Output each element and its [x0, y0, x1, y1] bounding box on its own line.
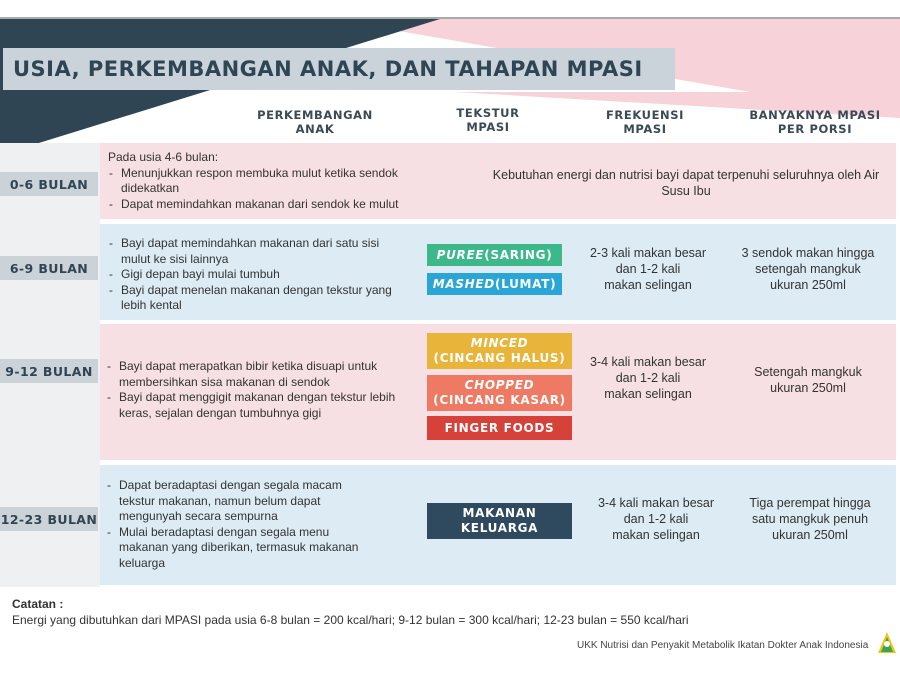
texture-minced-badge: [427, 333, 572, 369]
frequency-9-12: 3-4 kali makan besar dan 1-2 kali makan selingan: [589, 355, 707, 401]
texture-chopped-badge: [427, 375, 572, 411]
texture-sub: MAKANAN KELUARGA: [460, 506, 539, 535]
development-item: - Gigi depan bayi mulai tumbuh: [108, 267, 408, 283]
development-item: - Dapat memindahkan makanan dari sendok ke mulut: [108, 197, 426, 213]
portion-12-23: Tiga perempat hingga satu mangkuk penuh ukuran 250ml: [749, 496, 871, 542]
col-header-perkembangan: PERKEMBANGAN ANAK: [257, 108, 373, 136]
portion-9-12: Setengah mangkuk ukuran 250ml: [754, 365, 862, 395]
development-item: - Bayi dapat memindahkan makanan dari satu sisi mulut ke sisi lainnya: [108, 236, 408, 267]
frequency-12-23: 3-4 kali makan besar dan 1-2 kali makan selingan: [597, 496, 715, 542]
asi-note: Kebutuhan energi dan nutrisi bayi dapat terpenuhi seluruhnya oleh Air Susu Ibu: [492, 168, 880, 198]
notes-title: Catatan :: [12, 597, 64, 611]
texture-sub: (CINCANG KASAR): [433, 393, 566, 407]
texture-sub: (SARING): [484, 247, 553, 262]
texture-sub: (CINCANG HALUS): [433, 351, 566, 365]
notes-body: Energi yang dibutuhkan dari MPASI pada usia 6-8 bulan = 200 kcal/hari; 9-12 bulan = 300 kcal/hari; 12-23 bulan = 550 kcal/hari: [12, 613, 689, 627]
texture-puree-badge: [427, 244, 562, 266]
idai-logo-icon: [877, 631, 897, 655]
texture-sub: FINGER FOODS: [444, 420, 555, 435]
development-12-23: [106, 478, 376, 571]
footer-credit: UKK Nutrisi dan Penyakit Metabolik Ikatan Dokter Anak Indonesia: [577, 640, 869, 651]
texture-main: MASHED: [432, 276, 495, 291]
texture-main: CHOPPED: [464, 378, 535, 392]
texture-sub: (LUMAT): [494, 276, 557, 291]
texture-finger-foods-badge: [427, 416, 572, 440]
texture-main: PUREE: [436, 247, 485, 262]
development-0-6: [108, 150, 426, 212]
development-9-12: [106, 359, 406, 421]
age-label-9-12: 9-12 BULAN: [0, 359, 98, 383]
portion-6-9: 3 sendok makan hingga setengah mangkuk ukuran 250ml: [741, 246, 875, 292]
col-header-banyaknya: BANYAKNYA MPASI PER PORSI: [749, 108, 881, 136]
title-banner: [3, 48, 675, 90]
texture-main: MINCED: [470, 336, 529, 350]
col-header-frekuensi: FREKUENSI MPASI: [605, 108, 685, 136]
age-label-0-6: 0-6 BULAN: [0, 172, 98, 196]
development-item: - Bayi dapat merapatkan bibir ketika disuapi untuk membersihkan sisa makanan di sendok: [106, 359, 406, 390]
texture-makanan-keluarga-badge: [427, 503, 572, 539]
development-item: - Mulai beradaptasi dengan segala menu makanan yang diberikan, termasuk makanan keluarga: [106, 525, 376, 572]
development-item: - Bayi dapat menggigit makanan dengan tekstur lebih keras, sejalan dengan tumbuhnya gigi: [106, 390, 406, 421]
development-item: - Dapat beradaptasi dengan segala macam tekstur makanan, namun belum dapat mengunyah secara sempurna: [106, 478, 376, 525]
development-item: - Menunjukkan respon membuka mulut ketika sendok didekatkan: [108, 166, 426, 197]
col-header-tekstur: TEKSTUR MPASI: [456, 106, 520, 134]
frequency-6-9: 2-3 kali makan besar dan 1-2 kali makan selingan: [589, 246, 707, 292]
age-label-12-23: 12-23 BULAN: [0, 507, 98, 531]
development-intro: Pada usia 4-6 bulan:: [108, 150, 219, 164]
development-6-9: [108, 236, 408, 314]
page-title: USIA, PERKEMBANGAN ANAK, DAN TAHAPAN MPASI: [13, 57, 643, 81]
development-item: - Bayi dapat menelan makanan dengan tekstur yang lebih kental: [108, 283, 408, 314]
texture-mashed-badge: [427, 273, 562, 295]
age-label-6-9: 6-9 BULAN: [0, 256, 98, 280]
